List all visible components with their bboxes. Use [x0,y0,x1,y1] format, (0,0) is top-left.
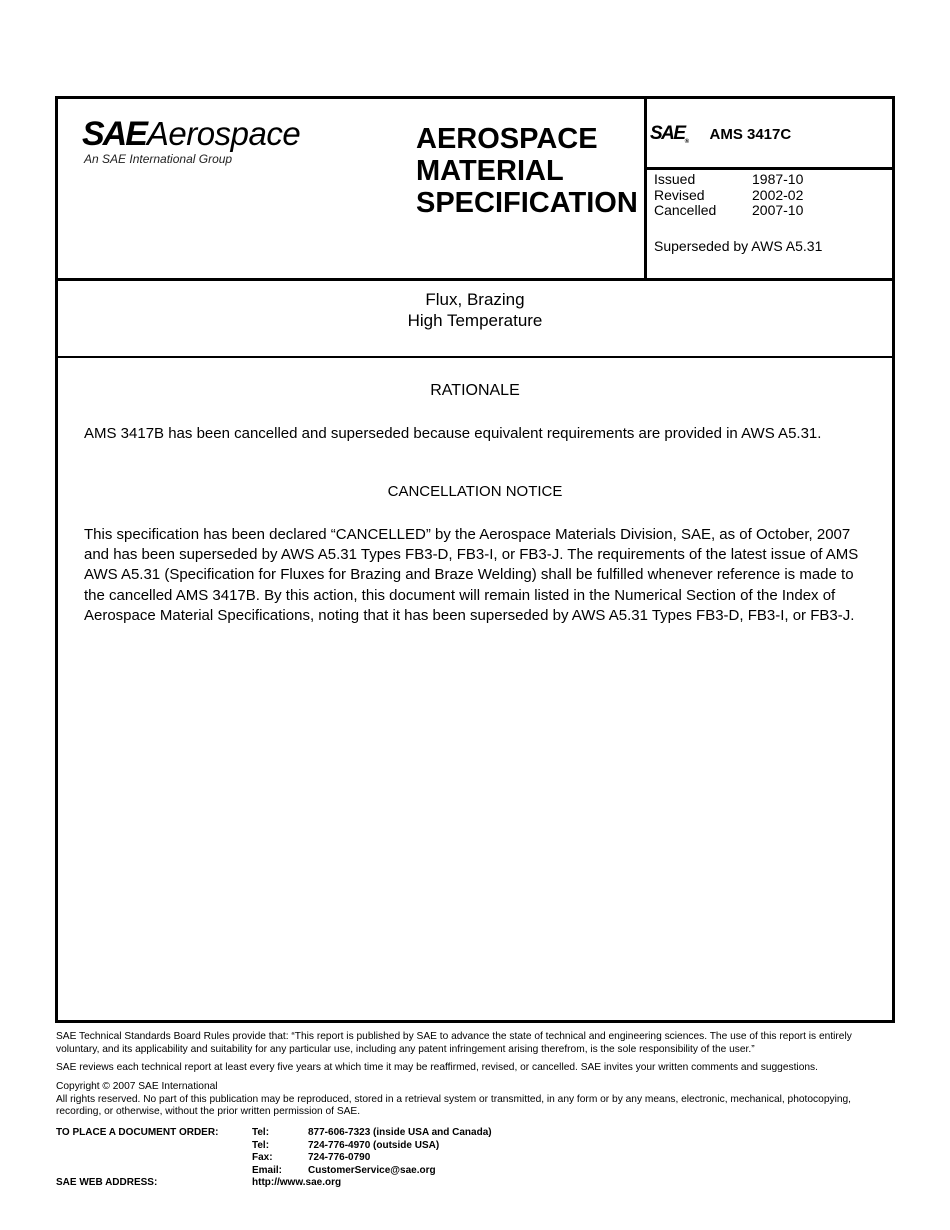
email-link[interactable]: CustomerService@sae.org [308,1164,436,1176]
title-rule [58,356,892,358]
sae-mini-logo: SAE® [650,123,688,145]
title-line-1: Flux, Brazing [425,290,525,309]
order-info [56,1127,492,1190]
contact-value[interactable]: 724-776-0790 [308,1152,371,1164]
contact-row [56,1127,492,1140]
title-line-2: High Temperature [407,311,543,330]
document-dates [654,172,803,219]
date-row-cancelled [654,203,803,219]
superseded-note: Superseded by AWS A5.31 [654,238,823,254]
contact-label: Email: [252,1164,283,1176]
doc-type-line: SPECIFICATION [416,187,638,219]
document-id-block [650,123,791,145]
header-horizontal-rule [58,278,892,281]
document-type [416,123,641,219]
date-value: 2002-02 [752,186,804,203]
document-title [58,289,892,331]
logo-brand: SAE [82,115,146,153]
footer-rules-text: SAE Technical Standards Board Rules provide that: “This report is published by SAE to advance the state of technical and engineering sciences. The use of this report is entirely voluntary, and its applicability and suitability for any particular use, including any patent infringement arising therefrom, is the sole responsibility of the user.” [56,1031,852,1055]
web-label: SAE WEB ADDRESS: [56,1177,158,1189]
date-value: 2007-10 [752,202,804,218]
date-label: Revised [654,186,705,203]
order-label: TO PLACE A DOCUMENT ORDER: [56,1127,219,1138]
contact-row [56,1140,492,1153]
specification-frame [55,96,895,1023]
cancellation-paragraph: This specification has been declared “CANCELLED” by the Aerospace Materials Division, SAE, as of October, 2007 and has been superseded by AWS A5.31 Types FB3-D, FB3-I, or FB3-J. The requirements of the latest issue of AMS AWS A5.31 (Specification for Fluxes for Brazing and Braze Welding) shall be fulfilled whenever reference is made to the cancelled AMS 3417B. By this action, this document will remain listed in the Numerical Section of the Index of Aerospace Material Specifications, noting that it has been superseded by AWS A5.31 Types FB3-D, FB3-I, or FB3-J. [84,526,859,624]
rationale-heading: RATIONALE [430,382,520,399]
contact-label: Tel: [252,1139,270,1151]
doc-type-line: MATERIAL [416,155,564,187]
contact-label: Tel: [252,1127,270,1138]
footer-review-text: SAE reviews each technical report at least every five years at which time it may be reaffirmed, revised, or cancelled. SAE invites your written comments and suggestions. [56,1062,818,1073]
rationale-paragraph: AMS 3417B has been cancelled and superseded because equivalent requirements are provided in AWS A5.31. [84,425,822,442]
date-label: Cancelled [654,202,717,218]
registered-mark: ® [684,139,688,145]
contact-row [56,1165,492,1178]
ams-number: AMS 3417C [709,125,792,143]
web-link[interactable]: http://www.sae.org [252,1177,342,1189]
contact-label: Fax: [252,1152,273,1164]
contact-row [56,1152,492,1165]
copyright-line: Copyright © 2007 SAE International [56,1081,218,1092]
cancellation-heading: CANCELLATION NOTICE [387,483,563,500]
footer-copyright-block [56,1081,898,1119]
date-label: Issued [654,171,696,187]
doc-type-line: AEROSPACE [416,123,598,155]
date-row-revised [654,188,803,204]
logo-tagline: An SAE International Group [84,152,233,166]
header-vertical-rule [644,99,647,280]
contact-value[interactable]: 877-606-7323 (inside USA and Canada) [308,1127,492,1138]
sae-aerospace-logo [82,117,300,166]
logo-name: Aerospace [146,115,301,152]
contact-value[interactable]: 724-776-4970 (outside USA) [308,1139,440,1151]
id-block-rule [647,167,892,170]
date-row-issued [654,172,803,188]
web-row [56,1177,492,1190]
date-value: 1987-10 [752,171,804,187]
rights-text: All rights reserved. No part of this publication may be reproduced, stored in a retrieval system or transmitted, in any form or by any means, electronic, mechanical, photocopying, recording, or otherwise, without the prior written permission of SAE. [56,1093,851,1117]
